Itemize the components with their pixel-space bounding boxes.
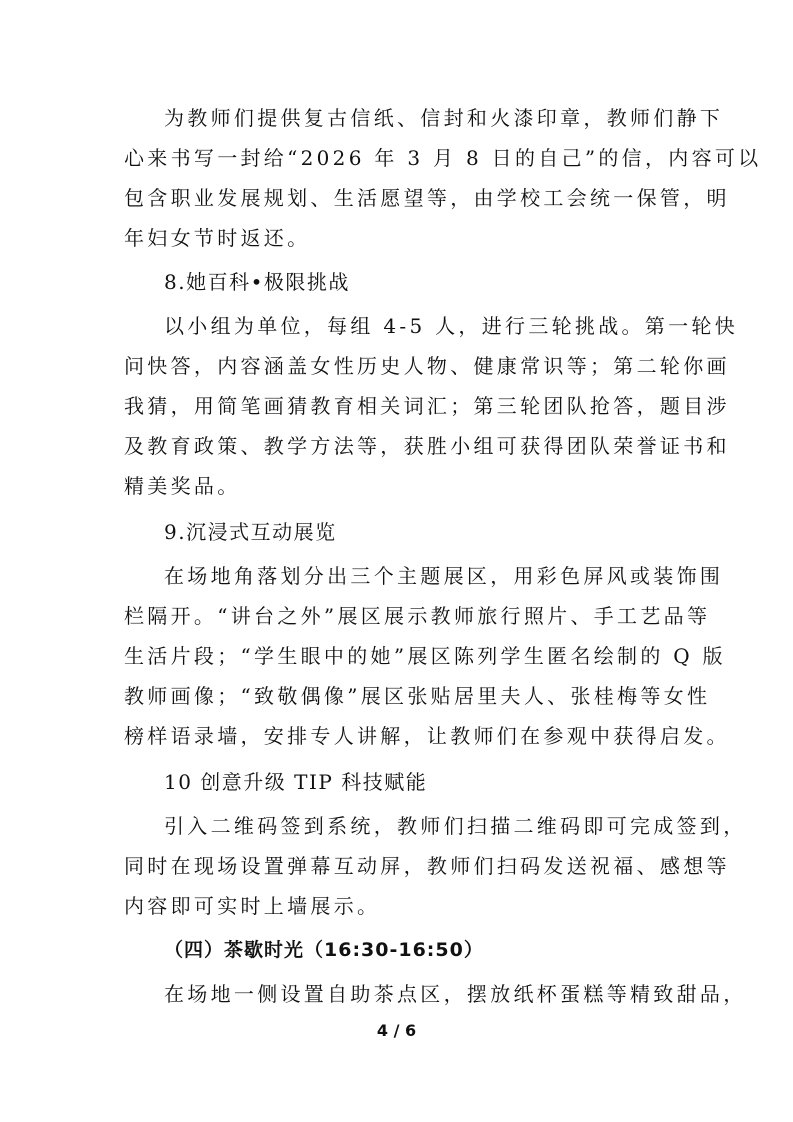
paragraph-line: 生活片段；“学生眼中的她”展区陈列学生匿名绘制的 Q 版 — [124, 644, 726, 668]
paragraph-line: 我猜，用简笔画猜教育相关词汇；第三轮团队抢答，题目涉 — [124, 394, 730, 418]
paragraph-line: 以小组为单位，每组 4-5 人，进行三轮挑战。第一轮快 — [164, 314, 739, 338]
paragraph-line: 内容即可实时上墙展示。 — [124, 894, 381, 918]
paragraph-line: 包含职业发展规划、生活愿望等，由学校工会统一保管，明 — [124, 186, 730, 210]
paragraph-line: 及教育政策、教学方法等，获胜小组可获得团队荣誉证书和 — [124, 434, 730, 458]
paragraph-line: 心来书写一封给“2026 年 3 月 8 日的自己”的信，内容可以 — [124, 146, 762, 170]
page-number: 4 / 6 — [376, 1021, 417, 1040]
paragraph-line: 引入二维码签到系统，教师们扫描二维码即可完成签到， — [164, 814, 747, 838]
paragraph-line: 年妇女节时返还。 — [124, 226, 311, 250]
paragraph-line: 同时在现场设置弹幕互动屏，教师们扫码发送祝福、感想等 — [124, 854, 730, 878]
section-heading-9: 9.沉浸式互动展览 — [164, 520, 337, 544]
paragraph-line: 栏隔开。“讲台之外”展区展示教师旅行照片、手工艺品等 — [124, 604, 711, 628]
paragraph-line: 在场地一侧设置自助茶点区，摆放纸杯蛋糕等精致甜品， — [164, 982, 747, 1006]
section-heading-tea-break: （四）茶歇时光（16:30-16:50） — [164, 939, 484, 961]
paragraph-line: 榜样语录墙，安排专人讲解，让教师们在参观中获得启发。 — [124, 724, 730, 748]
paragraph-line: 在场地角落划分出三个主题展区，用彩色屏风或装饰围 — [164, 564, 724, 588]
paragraph-line: 精美奖品。 — [124, 474, 241, 498]
paragraph-line: 为教师们提供复古信纸、信封和火漆印章，教师们静下 — [164, 106, 724, 130]
paragraph-line: 教师画像；“致敬偶像”展区张贴居里夫人、张桂梅等女性 — [124, 684, 711, 708]
section-heading-8: 8.她百科•极限挑战 — [164, 270, 350, 294]
paragraph-line: 问快答，内容涵盖女性历史人物、健康常识等；第二轮你画 — [124, 354, 730, 378]
section-heading-10: 10 创意升级 TIP 科技赋能 — [164, 770, 428, 794]
